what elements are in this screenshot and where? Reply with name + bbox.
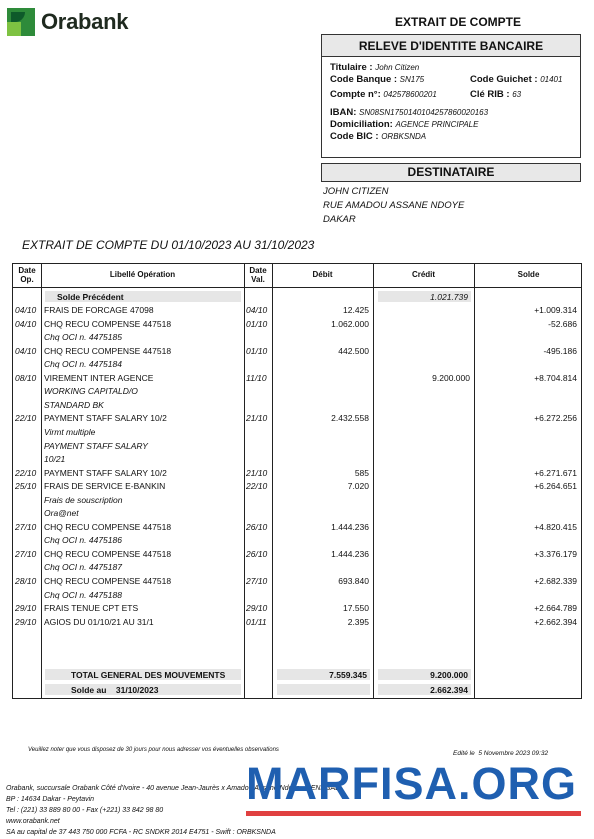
row-label: Chq OCI n. 4475186 <box>44 535 122 545</box>
row-label: FRAIS DE SERVICE E-BANKIN <box>44 481 166 491</box>
row-value-date: 26/10 <box>246 522 268 532</box>
row-label: AGIOS DU 01/10/21 AU 31/1 <box>44 617 154 627</box>
closing-balance: 2.662.394 <box>430 685 468 695</box>
row-solde: +2.664.789 <box>534 603 577 613</box>
totals-debit: 7.559.345 <box>329 670 367 680</box>
row-debit: 693.840 <box>338 576 369 586</box>
rib-header: RELEVE D'IDENTITE BANCAIRE <box>322 35 580 57</box>
row-date: 22/10 <box>15 468 37 478</box>
footer-legal: SA au capital de 37 443 750 000 FCFA - RC SNDKR 2014 E4751 - Swift : ORBKSNDA <box>6 829 276 836</box>
row-label: FRAIS TENUE CPT ETS <box>44 603 139 613</box>
row-value-date: 22/10 <box>246 481 268 491</box>
row-label: Ora@net <box>44 508 79 518</box>
compte-numero: Compte n°: 042578600201 <box>330 89 437 100</box>
row-debit: 1.444.236 <box>331 522 369 532</box>
row-value-date: 01/10 <box>246 319 268 329</box>
row-solde: +6.272.256 <box>534 413 577 423</box>
period-title: EXTRAIT DE COMPTE DU 01/10/2023 AU 31/10/2023 <box>22 238 315 252</box>
destinataire-city: DAKAR <box>323 214 356 225</box>
row-value-date: 01/10 <box>246 346 268 356</box>
row-solde: +6.264.651 <box>534 481 577 491</box>
row-value-date: 26/10 <box>246 549 268 559</box>
row-solde: +8.704.814 <box>534 373 577 383</box>
row-solde: -52.686 <box>548 319 577 329</box>
footer-address-2: BP : 14634 Dakar - Peytavin <box>6 796 95 803</box>
watermark: MARFISA.ORG <box>246 758 577 809</box>
row-label: PAYMENT STAFF SALARY <box>44 441 148 451</box>
row-debit: 2.432.558 <box>331 413 369 423</box>
titulaire: Titulaire : John Citizen <box>330 62 420 73</box>
row-value-date: 29/10 <box>246 603 268 613</box>
footer-website: www.orabank.net <box>6 818 60 825</box>
row-debit: 1.062.000 <box>331 319 369 329</box>
row-label: PAYMENT STAFF SALARY 10/2 <box>44 413 167 423</box>
row-label: Chq OCI n. 4475185 <box>44 332 122 342</box>
watermark-underline <box>246 811 581 816</box>
row-date: 27/10 <box>15 549 37 559</box>
rib-box <box>321 34 581 158</box>
row-debit: 2.395 <box>347 617 369 627</box>
row-date: 25/10 <box>15 481 37 491</box>
row-solde: +2.662.394 <box>534 617 577 627</box>
row-label: 10/21 <box>44 454 66 464</box>
orabank-logo-icon <box>7 8 35 36</box>
row-label: Chq OCI n. 4475184 <box>44 359 122 369</box>
iban: IBAN: SN08SN1750140104257860020163 <box>330 107 489 118</box>
brand-name: Orabank <box>41 9 129 34</box>
row-label: CHQ RECU COMPENSE 447518 <box>44 549 172 559</box>
destinataire-name: JOHN CITIZEN <box>323 186 389 197</box>
row-value-date: 21/10 <box>246 468 268 478</box>
destinataire-street: RUE AMADOU ASSANE NDOYE <box>323 200 465 211</box>
row-value-date: 27/10 <box>246 576 268 586</box>
row-label: FRAIS DE FORCAGE 47098 <box>44 305 154 315</box>
code-banque: Code Banque : SN175 <box>330 74 425 85</box>
header-date-op: Date Op. <box>18 266 36 284</box>
orabank-logo <box>7 7 128 37</box>
row-label: Chq OCI n. 4475188 <box>44 590 122 600</box>
row-label: WORKING CAPITALD/O <box>44 386 138 396</box>
row-date: 27/10 <box>15 522 37 532</box>
row-solde: +4.820.415 <box>534 522 577 532</box>
row-date: 08/10 <box>15 373 37 383</box>
row-date: 28/10 <box>15 576 37 586</box>
row-label: PAYMENT STAFF SALARY 10/2 <box>44 468 167 478</box>
document-title: EXTRAIT DE COMPTE <box>395 15 522 29</box>
row-solde: -495.186 <box>543 346 577 356</box>
row-label: Virmt multiple <box>44 427 96 437</box>
row-value-date: 04/10 <box>246 305 268 315</box>
closing-label: Solde au 31/10/2023 <box>71 685 159 695</box>
row-date: 04/10 <box>15 319 37 329</box>
totals-credit: 9.200.000 <box>430 670 468 680</box>
row-date: 04/10 <box>15 346 37 356</box>
row-date: 04/10 <box>15 305 37 315</box>
row-debit: 585 <box>354 468 369 478</box>
row-label: VIREMENT INTER AGENCE <box>44 373 154 383</box>
totals-label: TOTAL GENERAL DES MOUVEMENTS <box>71 670 226 680</box>
observation-note: Veuillez noter que vous disposez de 30 jours pour nous adresser vos éventuelles observations <box>28 747 279 753</box>
cle-rib: Clé RIB : 63 <box>470 89 522 100</box>
row-credit: 9.200.000 <box>432 373 470 383</box>
header-date-val: Date Val. <box>249 266 267 284</box>
domiciliation: Domiciliation: AGENCE PRINCIPALE <box>330 119 479 130</box>
row-label: CHQ RECU COMPENSE 447518 <box>44 522 172 532</box>
opening-label: Solde Précédent <box>57 292 124 302</box>
row-label: CHQ RECU COMPENSE 447518 <box>44 346 172 356</box>
row-date: 22/10 <box>15 413 37 423</box>
row-value-date: 11/10 <box>246 373 267 383</box>
row-debit: 17.550 <box>343 603 369 613</box>
code-bic: Code BIC : ORBKSNDA <box>330 131 427 142</box>
edit-date: Edité le 5 Novembre 2023 09:32 <box>453 750 549 757</box>
header-libelle: Libellé Opération <box>109 270 176 279</box>
row-label: Chq OCI n. 4475187 <box>44 562 122 572</box>
row-label: STANDARD BK <box>44 400 104 410</box>
row-solde: +1.009.314 <box>534 305 577 315</box>
row-debit: 7.020 <box>347 481 369 491</box>
row-debit: 442.500 <box>338 346 369 356</box>
destinataire-header: DESTINATAIRE <box>321 163 581 182</box>
row-date: 29/10 <box>15 617 37 627</box>
footer-address-3: Tel : (221) 33 889 80 00 - Fax (+221) 33 842 98 80 <box>6 807 164 814</box>
row-value-date: 21/10 <box>246 413 268 423</box>
row-debit: 12.425 <box>343 305 369 315</box>
row-value-date: 01/11 <box>246 617 267 627</box>
row-solde: +6.271.671 <box>534 468 577 478</box>
header-solde: Solde <box>517 270 540 279</box>
row-solde: +3.376.179 <box>534 549 577 559</box>
row-solde: +2.682.339 <box>534 576 577 586</box>
row-label: Frais de souscription <box>44 495 123 505</box>
header-credit: Crédit <box>411 270 436 279</box>
header-debit: Débit <box>312 270 333 279</box>
statement-table <box>12 263 582 699</box>
code-guichet: Code Guichet : 01401 <box>470 74 563 85</box>
footer-address-1: Orabank, succursale Orabank Côté d'Ivoire - 40 avenue Jean-Jaurès x Amadou Assane Ndoye - SENEGAL <box>6 785 340 792</box>
row-label: CHQ RECU COMPENSE 447518 <box>44 576 172 586</box>
row-debit: 1.444.236 <box>331 549 369 559</box>
row-label: CHQ RECU COMPENSE 447518 <box>44 319 172 329</box>
opening-credit: 1.021.739 <box>430 292 468 302</box>
row-date: 29/10 <box>15 603 37 613</box>
